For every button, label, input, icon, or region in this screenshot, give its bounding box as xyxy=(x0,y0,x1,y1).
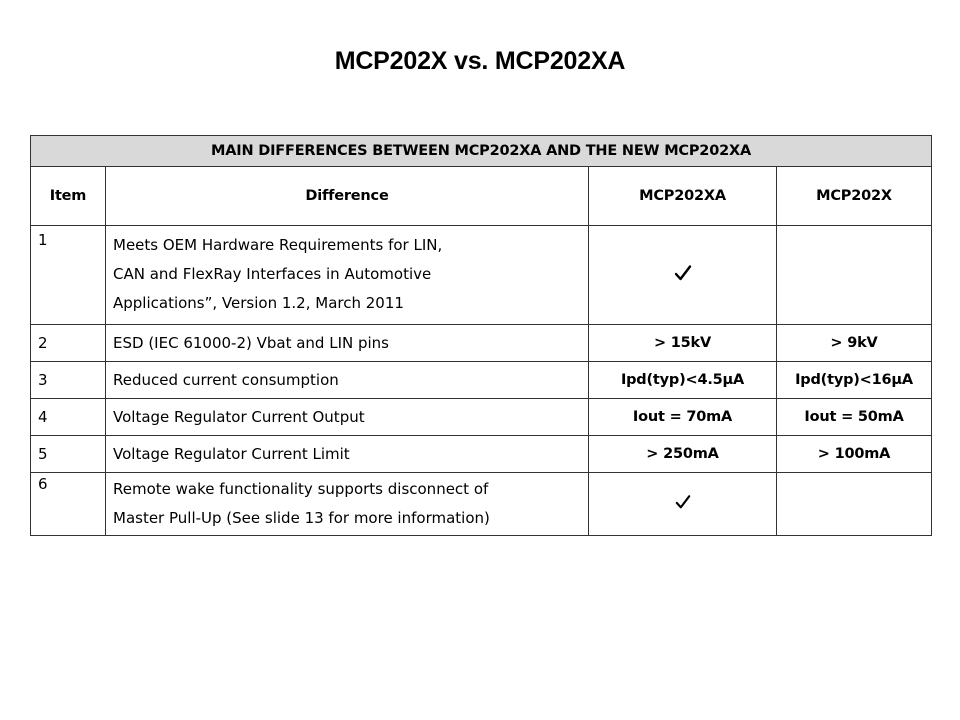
mcp202x-value: Ipd(typ)<16µA xyxy=(777,362,932,399)
difference-line: Master Pull-Up (See slide 13 for more information) xyxy=(113,509,490,527)
difference-text: Reduced current consumption xyxy=(106,362,589,399)
mcp202xa-value: Ipd(typ)<4.5µA xyxy=(589,362,777,399)
table-caption: MAIN DIFFERENCES BETWEEN MCP202XA AND THE NEW MCP202XA xyxy=(31,136,932,167)
difference-line: CAN and FlexRay Interfaces in Automotive xyxy=(113,265,432,283)
difference-text xyxy=(106,226,589,325)
differences-table xyxy=(30,135,932,536)
difference-text: Voltage Regulator Current Limit xyxy=(106,436,589,473)
difference-line: Meets OEM Hardware Requirements for LIN, xyxy=(113,236,443,254)
difference-line: Applications”, Version 1.2, March 2011 xyxy=(113,294,404,312)
table-row xyxy=(31,362,932,399)
mcp202x-value: > 9kV xyxy=(777,325,932,362)
header-difference: Difference xyxy=(106,167,589,226)
mcp202x-value xyxy=(777,473,932,536)
table-row xyxy=(31,473,932,536)
slide-title: MCP202X vs. MCP202XA xyxy=(334,47,626,75)
item-number: 1 xyxy=(31,226,106,325)
mcp202x-value: > 100mA xyxy=(777,436,932,473)
item-number: 5 xyxy=(31,436,106,473)
item-number: 2 xyxy=(31,325,106,362)
check-icon xyxy=(674,264,692,286)
table-row xyxy=(31,325,932,362)
difference-text xyxy=(106,473,589,536)
check-icon xyxy=(675,494,691,514)
item-number: 3 xyxy=(31,362,106,399)
table-row xyxy=(31,226,932,325)
item-number: 6 xyxy=(31,473,106,536)
table-header-row xyxy=(31,167,932,226)
mcp202xa-value xyxy=(589,226,777,325)
table-caption-row xyxy=(31,136,932,167)
mcp202x-value xyxy=(777,226,932,325)
mcp202xa-value xyxy=(589,473,777,536)
item-number: 4 xyxy=(31,399,106,436)
table-row xyxy=(31,399,932,436)
mcp202xa-value: > 15kV xyxy=(589,325,777,362)
mcp202x-value: Iout = 50mA xyxy=(777,399,932,436)
difference-text: Voltage Regulator Current Output xyxy=(106,399,589,436)
difference-line: Remote wake functionality supports disconnect of xyxy=(113,480,489,498)
table-row xyxy=(31,436,932,473)
header-mcp202x: MCP202X xyxy=(777,167,932,226)
mcp202xa-value: Iout = 70mA xyxy=(589,399,777,436)
header-mcp202xa: MCP202XA xyxy=(589,167,777,226)
header-item: Item xyxy=(31,167,106,226)
mcp202xa-value: > 250mA xyxy=(589,436,777,473)
difference-text: ESD (IEC 61000-2) Vbat and LIN pins xyxy=(106,325,589,362)
